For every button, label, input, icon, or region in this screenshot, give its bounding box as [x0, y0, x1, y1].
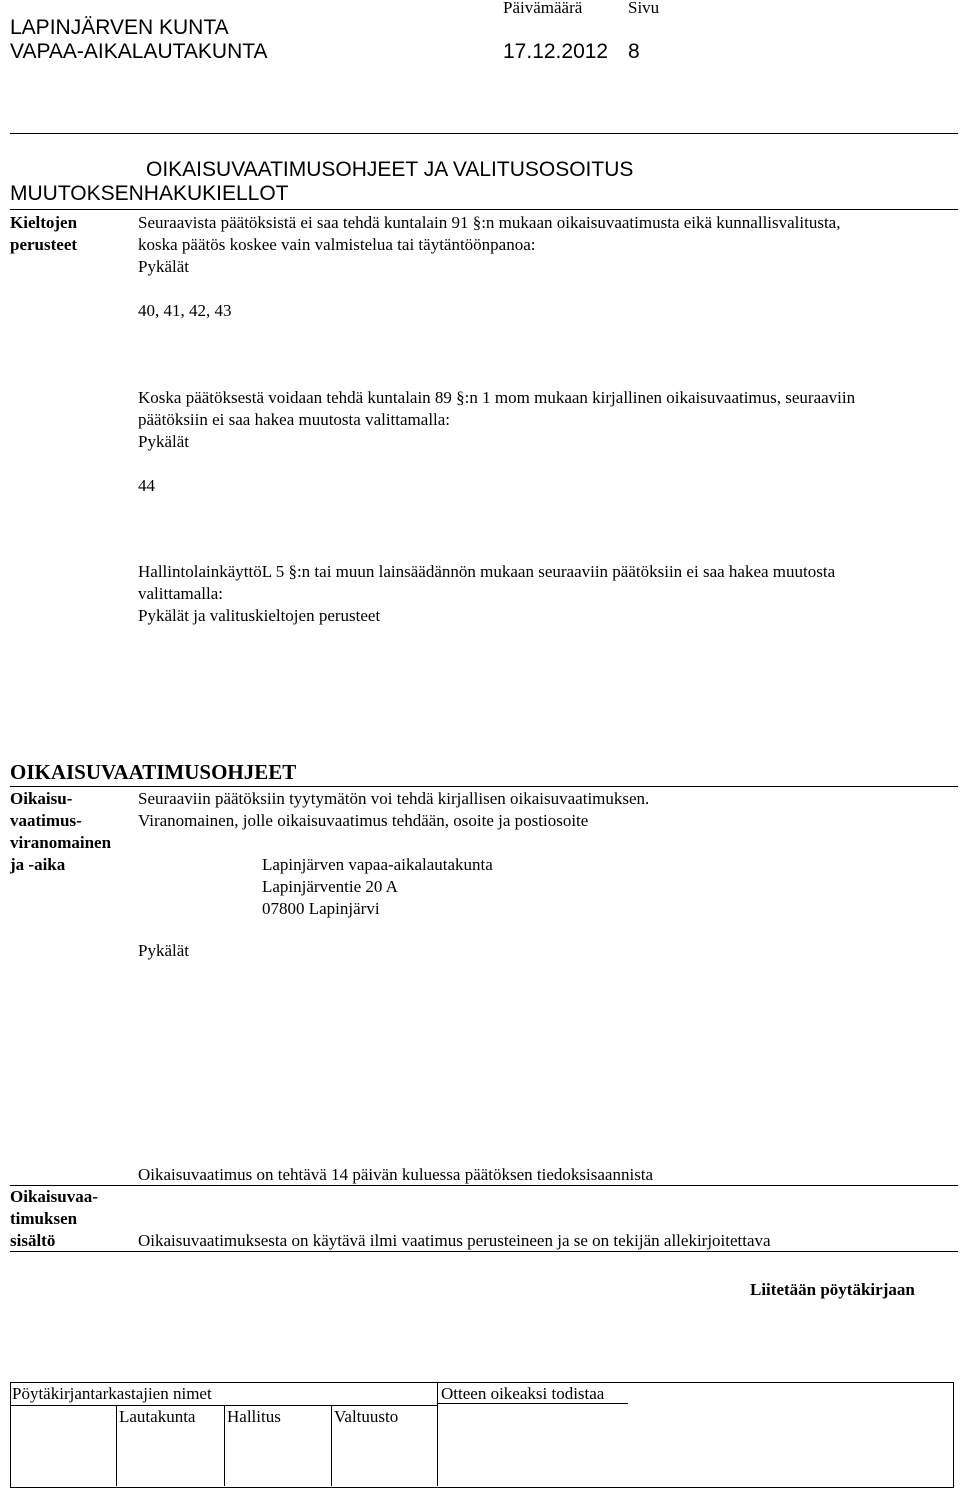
kielto-1-line-2: koska päätös koskee vain valmistelua tai täytäntöönpanoa: [138, 235, 536, 254]
address-line-1: Lapinjärven vapaa-aikalautakunta [262, 855, 493, 874]
oikaisu-side-label-3: viranomainen [10, 833, 112, 852]
oikaisu-side-label-4: ja -aika [10, 855, 66, 874]
deadline-text: Oikaisuvaatimus on tehtävä 14 päivän kuluessa päätöksen tiedoksisaannista [138, 1165, 654, 1184]
col-divider-1 [116, 1405, 117, 1486]
document-title: OIKAISUVAATIMUSOHJEET JA VALITUSOSOITUS [146, 158, 634, 181]
address-line-2: Lapinjärventie 20 A [262, 877, 398, 896]
header-divider [10, 133, 958, 134]
kielto-3-line-1: HallintolainkäyttöL 5 §:n tai muun lainsäädännön mukaan seuraaviin päätöksiin ei saa hakea muutosta [138, 562, 836, 581]
sisalto-divider-top [10, 1185, 958, 1186]
perusteet-label: perusteet [10, 235, 78, 254]
section-divider [10, 209, 958, 210]
oikaisu-divider [10, 786, 958, 787]
sisalto-side-label-2: timuksen [10, 1209, 78, 1228]
oikaisuvaatimusohjeet-heading: OIKAISUVAATIMUSOHJEET [10, 760, 297, 784]
kielto-2-line-1: Koska päätöksestä voidaan tehdä kuntalain 89 §:n 1 mom mukaan kirjallinen oikaisuvaatimus, seuraaviin [138, 388, 856, 407]
signature-table-divider [437, 1382, 438, 1486]
committee-name: VAPAA-AIKALAUTAKUNTA [10, 40, 268, 63]
sisalto-divider-bottom [10, 1251, 958, 1252]
oikaisu-line-1: Seuraaviin päätöksiin tyytymätön voi tehdä kirjallisen oikaisuvaatimuksen. [138, 789, 650, 808]
kielto-3-line-3: Pykälät ja valituskieltojen perusteet [138, 606, 381, 625]
oikaisu-pykalat-label: Pykälät [138, 941, 189, 960]
col-divider-2 [224, 1405, 225, 1486]
kieltojen-label: Kieltojen [10, 213, 78, 232]
muutoksenhakukiellot-heading: MUUTOKSENHAKUKIELLOT [10, 182, 289, 205]
col-lautakunta: Lautakunta [119, 1407, 196, 1426]
oikaisu-side-label-1: Oikaisu- [10, 789, 73, 808]
kielto-1-pykalat-label: Pykälät [138, 257, 189, 276]
appendix-note: Liitetään pöytäkirjaan [750, 1280, 915, 1299]
kielto-1-pykalat: 40, 41, 42, 43 [138, 301, 232, 320]
copy-label-underline [438, 1403, 628, 1404]
checkers-label: Pöytäkirjantarkastajien nimet [12, 1384, 212, 1403]
page-number: 8 [628, 40, 640, 63]
kielto-2-line-2: päätöksiin ei saa hakea muutosta valittamalla: [138, 410, 451, 429]
kielto-2-pykalat: 44 [138, 476, 155, 495]
date-label: Päivämäärä [503, 0, 583, 17]
copy-certified-label: Otteen oikeaksi todistaa [441, 1384, 605, 1403]
document-date: 17.12.2012 [503, 40, 609, 63]
oikaisu-side-label-2: vaatimus- [10, 811, 82, 830]
kielto-1-line-1: Seuraavista päätöksistä ei saa tehdä kuntalain 91 §:n mukaan oikaisuvaatimusta eikä kunnallisvalitusta, [138, 213, 841, 232]
address-line-3: 07800 Lapinjärvi [262, 899, 380, 918]
kielto-3-line-2: valittamalla: [138, 584, 223, 603]
sisalto-side-label-3: sisältö [10, 1231, 56, 1250]
oikaisu-line-2: Viranomainen, jolle oikaisuvaatimus tehdään, osoite ja postiosoite [138, 811, 589, 830]
org-name: LAPINJÄRVEN KUNTA [10, 16, 229, 39]
kielto-2-pykalat-label: Pykälät [138, 432, 189, 451]
content-requirement-text: Oikaisuvaatimuksesta on käytävä ilmi vaatimus perusteineen ja se on tekijän allekirjoitettava [138, 1231, 771, 1250]
col-valtuusto: Valtuusto [334, 1407, 399, 1426]
sisalto-side-label-1: Oikaisuvaa- [10, 1187, 98, 1206]
col-divider-3 [331, 1405, 332, 1486]
col-hallitus: Hallitus [227, 1407, 281, 1426]
page-label: Sivu [628, 0, 660, 17]
